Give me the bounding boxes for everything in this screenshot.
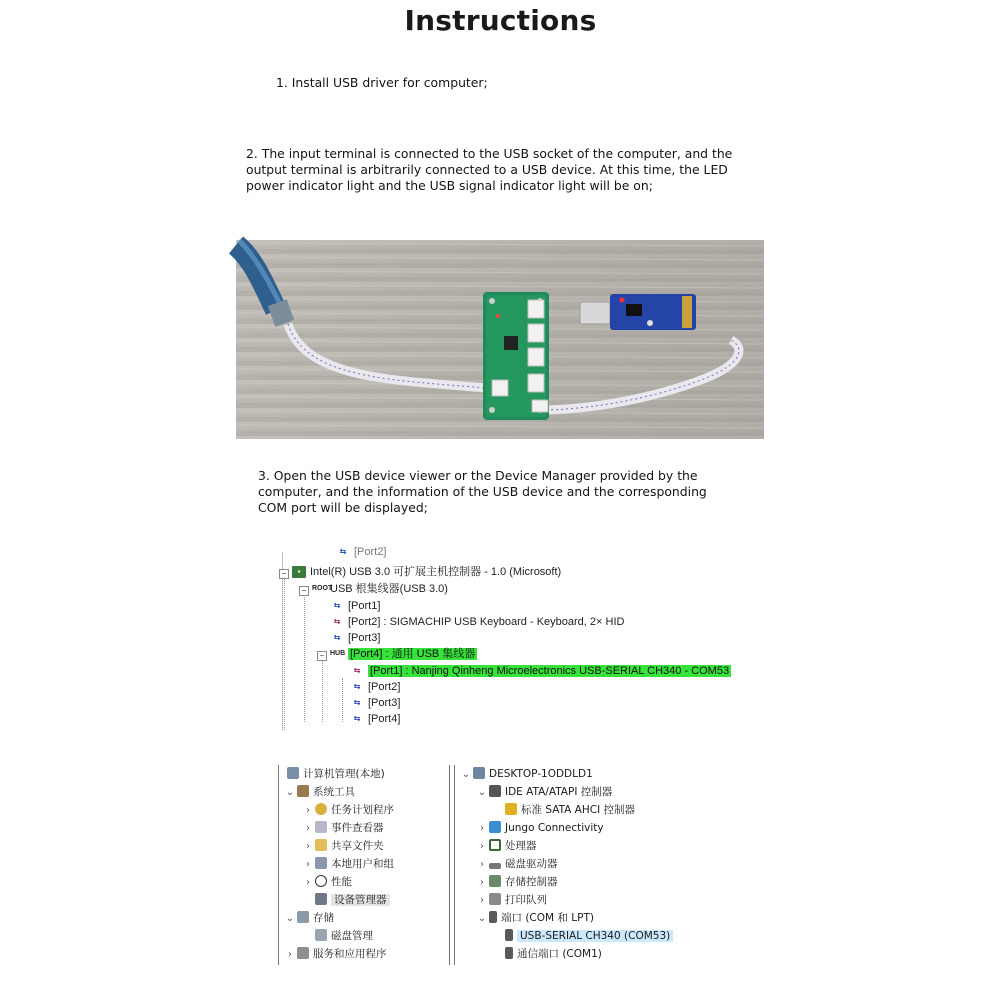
usb-icon: ⇆ <box>339 547 347 557</box>
tree-port-1[interactable]: ⇆ [Port1] <box>330 598 380 614</box>
tree-subport-2[interactable]: ⇆ [Port2] <box>350 679 400 695</box>
tree-subport-3[interactable]: ⇆ [Port3] <box>350 695 400 711</box>
controller-collapse-toggle[interactable]: − <box>279 569 289 579</box>
usb-keyboard-icon: ⇆ <box>333 617 341 627</box>
event-viewer-icon <box>315 821 327 833</box>
ide-controller-icon <box>489 785 501 797</box>
storage-icon <box>297 911 309 923</box>
chevron-right-icon: › <box>306 877 310 888</box>
processor-icon <box>489 839 501 851</box>
root-hub-icon: ROOT <box>312 585 333 593</box>
dm-left-item-performance[interactable]: › 性能 <box>303 874 352 891</box>
computer-management-icon <box>287 767 299 779</box>
tree-port-2[interactable]: ⇆ [Port2] : SIGMACHIP USB Keyboard - Keyboard, 2× HID <box>330 614 624 630</box>
clock-icon <box>315 803 327 815</box>
computer-icon <box>473 767 485 779</box>
pci-controller-icon: ▪ <box>292 566 306 578</box>
step-1-text: 1. Install USB driver for computer; <box>276 75 488 90</box>
dm-right-item-processor[interactable]: › 处理器 <box>477 838 537 855</box>
dm-left-item-local-users[interactable]: › 本地用户和组 <box>303 856 394 873</box>
printer-icon <box>489 893 501 905</box>
storage-controller-icon <box>489 875 501 887</box>
hub-collapse-toggle[interactable]: − <box>317 651 327 661</box>
dm-right-item-sata[interactable]: 标准 SATA AHCI 控制器 <box>503 802 635 819</box>
chevron-right-icon: › <box>288 949 292 960</box>
dm-right-item-ide[interactable]: ⌄ IDE ATA/ATAPI 控制器 <box>477 784 612 801</box>
computer-management-tree <box>278 765 450 965</box>
dm-right-item-ports[interactable]: ⌄ 端口 (COM 和 LPT) <box>477 910 594 927</box>
device-manager-icon <box>315 893 327 905</box>
jungo-icon <box>489 821 501 833</box>
chevron-right-icon: › <box>480 823 484 834</box>
port-icon <box>505 947 513 959</box>
dm-right-item-print-queues[interactable]: › 打印队列 <box>477 892 547 909</box>
users-icon <box>315 857 327 869</box>
dm-left-item-task-scheduler[interactable]: › 任务计划程序 <box>303 802 394 819</box>
dm-left-item-device-manager[interactable]: 设备管理器 <box>313 892 390 909</box>
tree-port-partial: ⇆ [Port2] <box>336 544 386 560</box>
tree-root-hub[interactable]: ROOTUSB 根集线器(USB 3.0) <box>312 583 448 595</box>
disk-drive-icon <box>489 863 501 869</box>
device-manager-window <box>278 765 736 965</box>
chevron-right-icon: › <box>480 859 484 870</box>
dm-right-item-disk-drives[interactable]: › 磁盘驱动器 <box>477 856 558 873</box>
tree-port-3[interactable]: ⇆ [Port3] <box>330 630 380 646</box>
folder-icon <box>315 839 327 851</box>
chevron-right-icon: › <box>480 895 484 906</box>
dm-right-item-jungo[interactable]: › Jungo Connectivity <box>477 820 604 837</box>
device-tree <box>454 765 737 965</box>
tree-subport-4[interactable]: ⇆ [Port4] <box>350 711 400 727</box>
tree-controller[interactable]: ▪ Intel(R) USB 3.0 可扩展主机控制器 - 1.0 (Microsoft) <box>292 564 561 580</box>
disk-icon <box>315 929 327 941</box>
dm-left-item-root[interactable]: 计算机管理(本地) <box>285 766 385 783</box>
step-2-text: 2. The input terminal is connected to the USB socket of the computer, and the output terminal is arbitrarily connected to a USB device. At this time, the LED power indicator light and the USB signal indicator light will be on; <box>246 146 733 193</box>
page-title: Instructions <box>404 4 597 37</box>
chevron-right-icon: › <box>306 805 310 816</box>
usb-hub-photo <box>236 240 764 439</box>
dm-left-item-services[interactable]: › 服务和应用程序 <box>285 946 387 963</box>
dm-left-item-shared-folders[interactable]: › 共享文件夹 <box>303 838 384 855</box>
usb-serial-icon: ⇆ <box>353 666 361 676</box>
dm-left-item-event-viewer[interactable]: › 事件查看器 <box>303 820 384 837</box>
step-3-text: 3. Open the USB device viewer or the Device Manager provided by the computer, and the information of the USB device and the corresponding COM port will be displayed; <box>258 468 707 515</box>
usb-port-icon: ⇆ <box>353 714 361 724</box>
usb-port-icon: ⇆ <box>353 698 361 708</box>
usb-port-icon: ⇆ <box>353 682 361 692</box>
tools-icon <box>297 785 309 797</box>
chevron-down-icon: ⌄ <box>285 787 295 798</box>
dm-right-item-storage-controllers[interactable]: › 存储控制器 <box>477 874 558 891</box>
root-hub-collapse-toggle[interactable]: − <box>299 586 309 596</box>
tree-subport-1[interactable]: ⇆ [Port1] : Nanjing Qinheng Microelectronics USB-SERIAL CH340 - COM53 <box>350 663 731 679</box>
dm-right-item-ch340[interactable]: USB-SERIAL CH340 (COM53) <box>503 928 673 945</box>
dm-left-item-storage[interactable]: ⌄ 存储 <box>285 910 334 927</box>
chevron-right-icon: › <box>306 859 310 870</box>
usb-port-icon: ⇆ <box>333 633 341 643</box>
chevron-right-icon: › <box>306 841 310 852</box>
dm-right-item-computer[interactable]: ⌄ DESKTOP-1ODDLD1 <box>461 766 593 783</box>
port-icon <box>489 911 497 923</box>
chevron-right-icon: › <box>306 823 310 834</box>
dm-left-item-disk-management[interactable]: 磁盘管理 <box>313 928 373 945</box>
services-icon <box>297 947 309 959</box>
chevron-down-icon: ⌄ <box>461 769 471 780</box>
warning-icon <box>505 803 517 815</box>
chevron-down-icon: ⌄ <box>477 787 487 798</box>
performance-icon <box>315 875 327 887</box>
usb-device-tree <box>276 546 746 730</box>
dm-left-item-system-tools[interactable]: ⌄ 系统工具 <box>285 784 355 801</box>
hub-icon: HUB <box>330 650 346 658</box>
tree-port-4[interactable]: HUB [Port4] : 通用 USB 集线器 <box>330 648 476 660</box>
chevron-right-icon: › <box>480 841 484 852</box>
chevron-down-icon: ⌄ <box>477 913 487 924</box>
chevron-down-icon: ⌄ <box>285 913 295 924</box>
port-icon <box>505 929 513 941</box>
dm-right-item-com1[interactable]: 通信端口 (COM1) <box>503 946 602 963</box>
usb-port-icon: ⇆ <box>333 601 341 611</box>
chevron-right-icon: › <box>480 877 484 888</box>
